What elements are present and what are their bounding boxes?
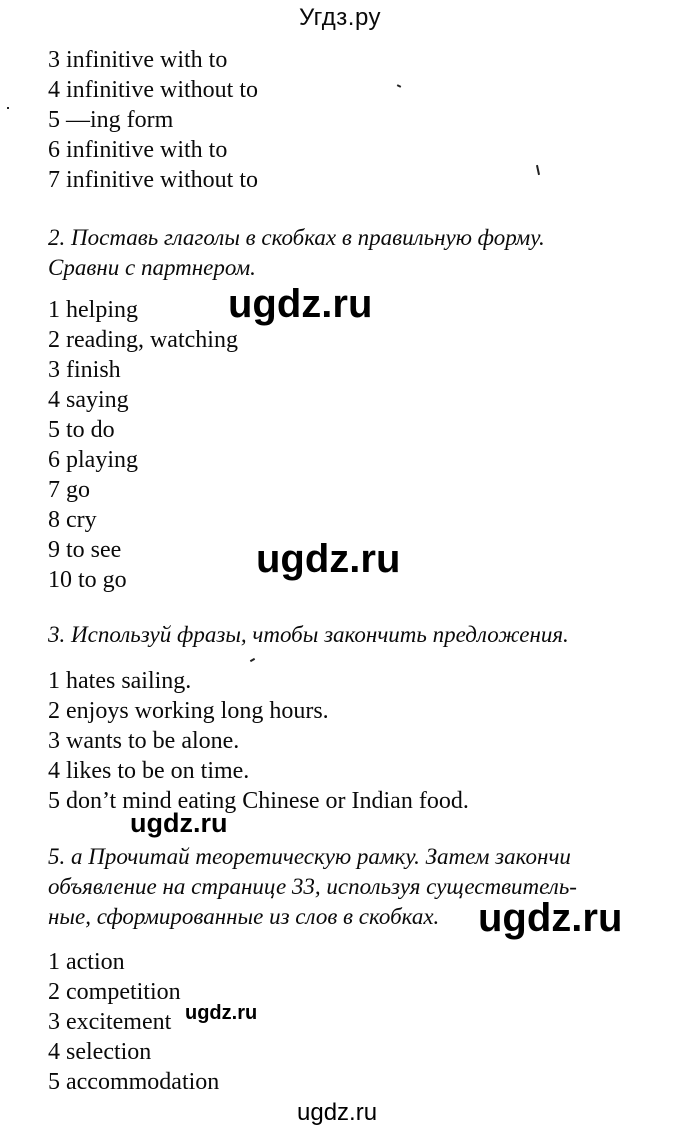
list-item: 2 reading, watching (48, 327, 238, 353)
task-5-heading-cont: объявление на странице 33, используя существитель- (48, 874, 577, 899)
list-item: 3 infinitive with to (48, 47, 228, 73)
section2-answer-list (48, 295, 238, 595)
list-item: 4 saying (48, 387, 129, 413)
task-3-heading: 3. Используй фразы, чтобы закончить предложения. (48, 622, 569, 647)
list-item: 6 playing (48, 447, 138, 473)
list-item: 4 selection (48, 1039, 152, 1065)
task-2-heading-cont: Сравни с партнером. (48, 255, 256, 280)
scan-speck (7, 107, 9, 109)
list-item: 1 action (48, 949, 125, 975)
footer-watermark: ugdz.ru (297, 1099, 378, 1126)
task-5-heading-cont2: ные, сформированные из слов в скобках. (48, 904, 440, 929)
list-item: 4 likes to be on time. (48, 758, 250, 784)
watermark: ugdz.ru (478, 896, 623, 940)
list-item: 8 cry (48, 507, 97, 533)
list-item: 3 excitement (48, 1009, 172, 1035)
list-item: 5 don’t mind eating Chinese or Indian food. (48, 788, 469, 814)
list-item: 5 to do (48, 417, 115, 443)
list-item: 3 finish (48, 357, 121, 383)
list-item: 7 go (48, 477, 90, 503)
site-title: Угдз.ру (298, 4, 382, 31)
list-item: 5 —ing form (48, 107, 174, 133)
list-item: 10 to go (48, 567, 127, 593)
list-item: 5 accommodation (48, 1069, 220, 1095)
list-item: 1 helping (48, 297, 138, 323)
list-item: 9 to see (48, 537, 122, 563)
list-item: 7 infinitive without to (48, 167, 258, 193)
watermark: ugdz.ru (130, 808, 228, 838)
scan-speck (536, 165, 540, 175)
scan-speck (397, 84, 401, 88)
list-item: 6 infinitive with to (48, 137, 228, 163)
section1-answer-list (48, 45, 258, 195)
section3-answer-list (48, 666, 469, 816)
list-item: 3 wants to be alone. (48, 728, 240, 754)
list-item: 4 infinitive without to (48, 77, 258, 103)
task-5-heading: 5. а Прочитай теоретическую рамку. Затем закончи (48, 844, 571, 869)
list-item: 1 hates sailing. (48, 668, 192, 694)
watermark: ugdz.ru (228, 282, 373, 326)
list-item: 2 enjoys working long hours. (48, 698, 329, 724)
watermark: ugdz.ru (256, 537, 401, 581)
task-2-heading: 2. Поставь глаголы в скобках в правильную форму. (48, 225, 545, 250)
watermark: ugdz.ru (185, 1002, 258, 1024)
list-item: 2 competition (48, 979, 181, 1005)
scan-speck (250, 658, 255, 662)
